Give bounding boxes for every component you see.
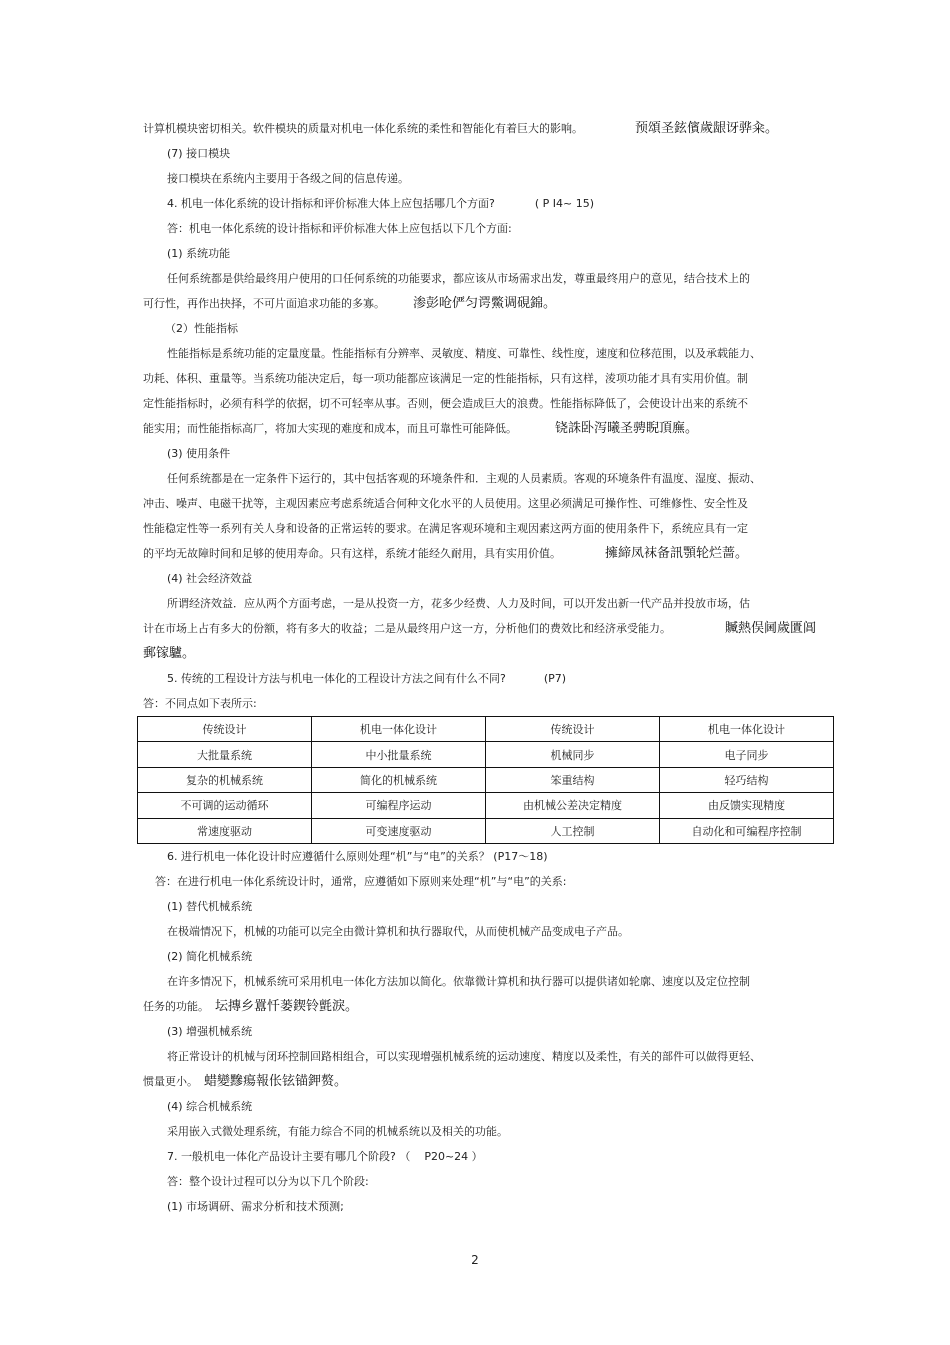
table-cell: 常速度驱动 <box>138 818 312 843</box>
garbled-text: 铙誅卧泻曦圣骋睨頂廡。 <box>555 421 699 436</box>
garbled-text: 渗彭呛俨匀谔鱉调硯錦。 <box>413 296 557 311</box>
garbled-text: 坛摶乡囂忏蒌鍥铃氈淚。 <box>215 999 359 1014</box>
answer-6: 答：在进行机电一体化系统设计时，通常，应遵循如下原则来处理“机”与“电”的关系: <box>155 875 567 888</box>
comparison-table <box>137 716 834 844</box>
table-header-cell: 传统设计 <box>486 717 660 742</box>
table-row <box>138 767 834 792</box>
table-cell: 自动化和可编程序控制 <box>660 818 834 843</box>
table-cell: 大批量系统 <box>138 742 312 767</box>
table-cell: 可变速度驱动 <box>312 818 486 843</box>
text-line: 接口模块在系统内主要用于各级之间的信息传递。 <box>167 172 409 185</box>
table-cell: 轻巧结构 <box>660 767 834 792</box>
line-text: 惯量更小。 <box>143 1075 198 1088</box>
garbled-text: 郵镓驢。 <box>143 646 196 661</box>
page-number: 2 <box>471 1253 479 1267</box>
question-4 <box>167 197 594 211</box>
answer-4: 答：机电一体化系统的设计指标和评价标准大体上应包括以下几个方面: <box>167 222 512 235</box>
section-heading: （2）性能指标 <box>165 322 238 335</box>
table-cell: 中小批量系统 <box>312 742 486 767</box>
table-header-cell: 机电一体化设计 <box>312 717 486 742</box>
section-heading: (7) 接口模块 <box>167 147 231 160</box>
page-ref: (P7) <box>543 672 567 685</box>
garbled-text: 贓熱俣阃歲匱阊 <box>725 621 817 636</box>
text-line: 在许多情况下，机械系统可采用机电一体化方法加以简化。依靠微计算机和执行器可以提供诸如轮廓、速度以及定位控制 <box>167 975 750 988</box>
text-line: 性能稳定性等一系列有关人身和设备的正常运转的要求。在满足客观环境和主观因素这两方面的使用条件下，系统应具有一定 <box>143 522 748 535</box>
section-heading: (3) 增强机械系统 <box>167 1025 253 1038</box>
table-cell: 电子同步 <box>660 742 834 767</box>
text-line: 性能指标是系统功能的定量度量。性能指标有分辨率、灵敏度、精度、可靠性、线性度，速度和位移范围，以及承载能力、 <box>167 347 761 360</box>
table-row <box>138 818 834 843</box>
section-heading: (1) 替代机械系统 <box>167 900 253 913</box>
line-text: 7. 一般机电一体化产品设计主要有哪几个阶段? （ <box>167 1150 411 1163</box>
answer-7: 答：整个设计过程可以分为以下几个阶段: <box>167 1175 369 1188</box>
section-heading: (4) 社会经济效益 <box>167 572 253 585</box>
text-line: 功耗、体积、重量等。当系统功能决定后，每一项功能都应该满足一定的性能指标，只有这样，淩项功能才具有实用价值。制 <box>143 372 748 385</box>
table-header-row <box>138 717 834 742</box>
table-cell: 不可调的运动循环 <box>138 793 312 818</box>
text-line: 任何系统都是在一定条件下运行的，其中包括客观的环境条件和．主观的人员素质。客观的环境条件有温度、湿度、振动、 <box>167 472 761 485</box>
table-header-cell: 机电一体化设计 <box>660 717 834 742</box>
text-line: 所谓经济效益．应从两个方面考虑，一是从投资一方，花多少经费、人力及时间，可以开发出新一代产品并投放市场，估 <box>167 597 750 610</box>
line-text: 计算机模块密切相关。软件模块的质量对机电一体化系统的柔性和智能化有着巨大的影响。 <box>143 122 583 135</box>
question-5 <box>167 672 566 686</box>
text-line: 采用嵌入式微处理系统，有能力综合不同的机械系统以及相关的功能。 <box>167 1125 508 1138</box>
line-text: 可行性，再作出抉择，不可片面追求功能的多寡。 <box>143 297 385 310</box>
section-heading: (4) 综合机械系统 <box>167 1100 253 1113</box>
text-line <box>143 1000 358 1014</box>
table-row <box>138 742 834 767</box>
section-heading: (1) 市场调研、需求分析和技术预测; <box>167 1200 344 1213</box>
text-line <box>143 622 816 636</box>
table-cell: 笨重结构 <box>486 767 660 792</box>
question-6: 6. 进行机电一体化设计时应遵循什么原则处理“机”与“电”的关系？ (P17～18) <box>167 850 548 863</box>
line-text: 计在市场上占有多大的份额，将有多大的收益；二是从最终用户这一方，分析他们的费效比和经济承受能力。 <box>143 622 671 635</box>
table-row <box>138 793 834 818</box>
section-heading: (3) 使用条件 <box>167 447 231 460</box>
page-ref: P20~24 ） <box>424 1150 483 1163</box>
garbled-text: 蜡變黲瘍報伥铉锚鉀赘。 <box>204 1074 348 1089</box>
question-7 <box>167 1150 483 1164</box>
text-line <box>143 547 748 561</box>
line-text: 4. 机电一体化系统的设计指标和评价标准大体上应包括哪几个方面? <box>167 197 495 210</box>
text-line: 在极端情况下，机械的功能可以完全由微计算机和执行器取代，从而使机械产品变成电子产品。 <box>167 925 629 938</box>
section-heading: (2) 简化机械系统 <box>167 950 253 963</box>
line-text: 任务的功能。 <box>143 1000 209 1013</box>
section-heading: (1) 系统功能 <box>167 247 231 260</box>
text-line: 将正常设计的机械与闭环控制回路相组合，可以实现增强机械系统的运动速度、精度以及柔性，有关的部件可以做得更轻、 <box>167 1050 761 1063</box>
text-line <box>143 1075 347 1089</box>
text-line: 冲击、噪声、电磁干扰等，主观因素应考虑系统适合何种文化水平的人员使用。这里必须满足可操作性、可维修性、安全性及 <box>143 497 748 510</box>
table-cell: 机械同步 <box>486 742 660 767</box>
garbled-text: 擁締凤袜备訊顎轮烂蔷。 <box>605 546 749 561</box>
table-cell: 复杂的机械系统 <box>138 767 312 792</box>
table-cell: 由反馈实现精度 <box>660 793 834 818</box>
text-line: 定性能指标时，必须有科学的依据，切不可轻率从事。否则，便会造成巨大的浪费。性能指标降低了，会使设计出来的系统不 <box>143 397 748 410</box>
table-cell: 简化的机械系统 <box>312 767 486 792</box>
table-header-cell: 传统设计 <box>138 717 312 742</box>
page-ref: ( P I4~ 15) <box>534 197 594 210</box>
text-line <box>143 422 698 436</box>
line-text: 的平均无故障时间和足够的使用寿命。只有这样，系统才能经久耐用，具有实用价值。 <box>143 547 561 560</box>
table-cell: 由机械公差决定精度 <box>486 793 660 818</box>
text-line: 任何系统都是供给最终用户使用的口任何系统的功能要求，都应该从市场需求出发，尊重最终用户的意见，结合技术上的 <box>167 272 750 285</box>
text-line <box>143 122 778 136</box>
line-text: 5. 传统的工程设计方法与机电一体化的工程设计方法之间有什么不同? <box>167 672 506 685</box>
table-cell: 人工控制 <box>486 818 660 843</box>
line-text: 能实用；而性能指标高厂，将加大实现的难度和成本，而且可靠性可能降低。 <box>143 422 517 435</box>
garbled-text: 预頌圣鉉儐歲龈讶骅籴。 <box>635 121 779 136</box>
table-cell: 可编程序运动 <box>312 793 486 818</box>
text-line <box>143 297 556 311</box>
answer-5: 答：不同点如下表所示: <box>143 697 257 710</box>
